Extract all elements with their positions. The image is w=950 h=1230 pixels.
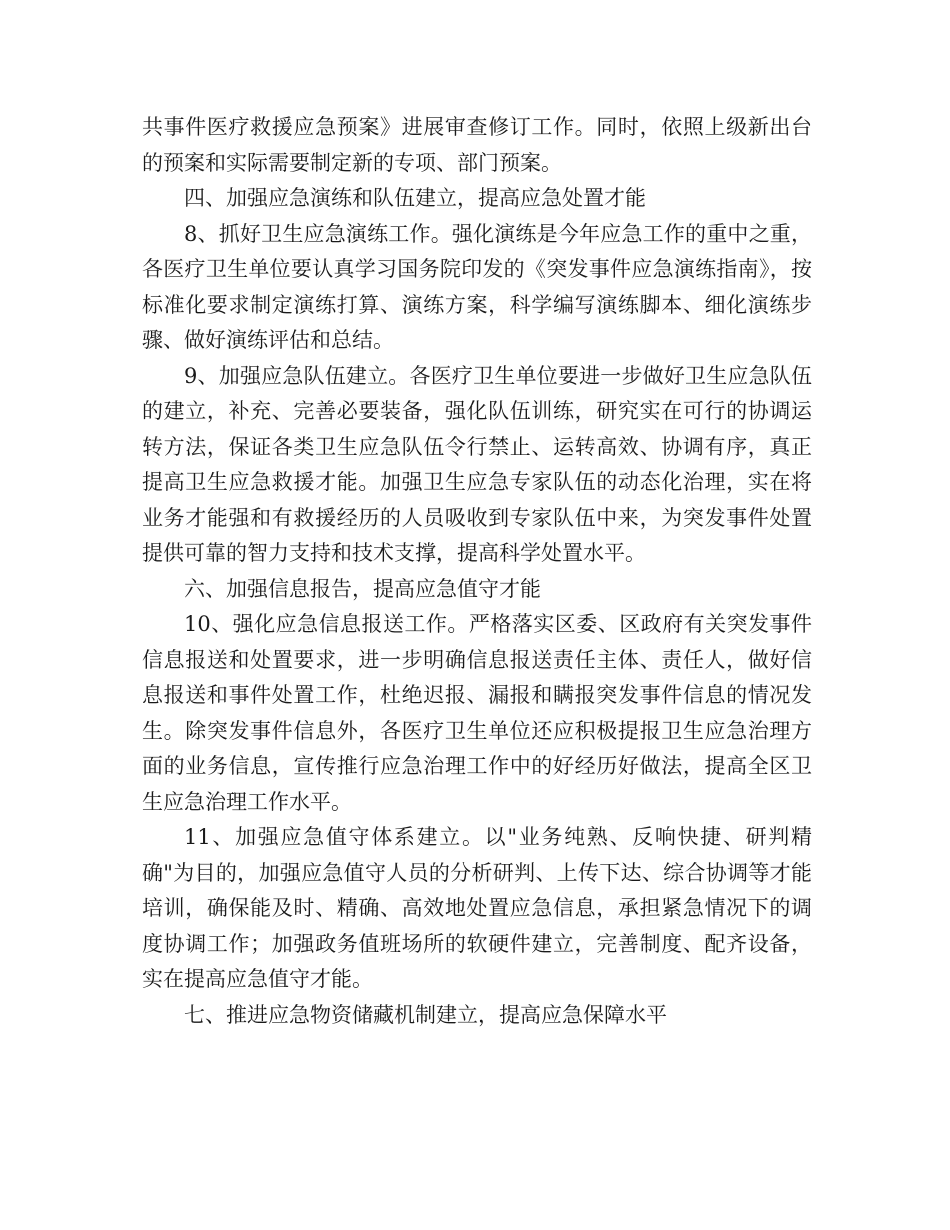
section-heading-six: 六、加强信息报告，提高应急值守才能 xyxy=(184,576,541,601)
section-heading-four: 四、加强应急演练和队伍建立，提高应急处置才能 xyxy=(184,186,646,210)
document-body xyxy=(142,110,812,1033)
paragraph-item-8: 8、抓好卫生应急演练工作。强化演练是今年应急工作的重中之重，各医疗卫生单位要认真学习国务院印发的《突发事件应急演练指南》，按标准化要求制定演练打算、演练方案，科学编写演练脚本、细化演练步骤、做好演练评估和总结。 xyxy=(142,221,812,352)
paragraph-item-9: 9、加强应急队伍建立。各医疗卫生单位要进一步做好卫生应急队伍的建立，补充、完善必要装备，强化队伍训练，研究实在可行的协调运转方法，保证各类卫生应急队伍令行禁止、运转高效、协调有序，真正提高卫生应急救援才能。加强卫生应急专家队伍的动态化治理，实在将业务才能强和有救援经历的人员吸收到专家队伍中来，为突发事件处置提供可靠的智力支持和技术支撑，提高科学处置水平。 xyxy=(142,363,812,565)
paragraph-continuation: 共事件医疗救援应急预案》进展审查修订工作。同时，依照上级新出台的预案和实际需要制定新的专项、部门预案。 xyxy=(142,115,812,175)
section-heading-seven: 七、推进应急物资储藏机制建立，提高应急保障水平 xyxy=(184,1002,667,1027)
paragraph-item-11: 11、加强应急值守体系建立。以"业务纯熟、反响快捷、研判精确"为目的，加强应急值守人员的分析研判、上传下达、综合协调等才能培训，确保能及时、精确、高效地处置应急信息，承担紧急情况下的调度协调工作；加强政务值班场所的软硬件建立，完善制度、配齐设备，实在提高应急值守才能。 xyxy=(142,825,812,991)
paragraph-item-10: 10、强化应急信息报送工作。严格落实区委、区政府有关突发事件信息报送和处置要求，进一步明确信息报送责任主体、责任人，做好信息报送和事件处置工作，杜绝迟报、漏报和瞒报突发事件信息的情况发生。除突发事件信息外，各医疗卫生单位还应积极提报卫生应急治理方面的业务信息，宣传推行应急治理工作中的好经历好做法，提高全区卫生应急治理工作水平。 xyxy=(142,612,812,814)
